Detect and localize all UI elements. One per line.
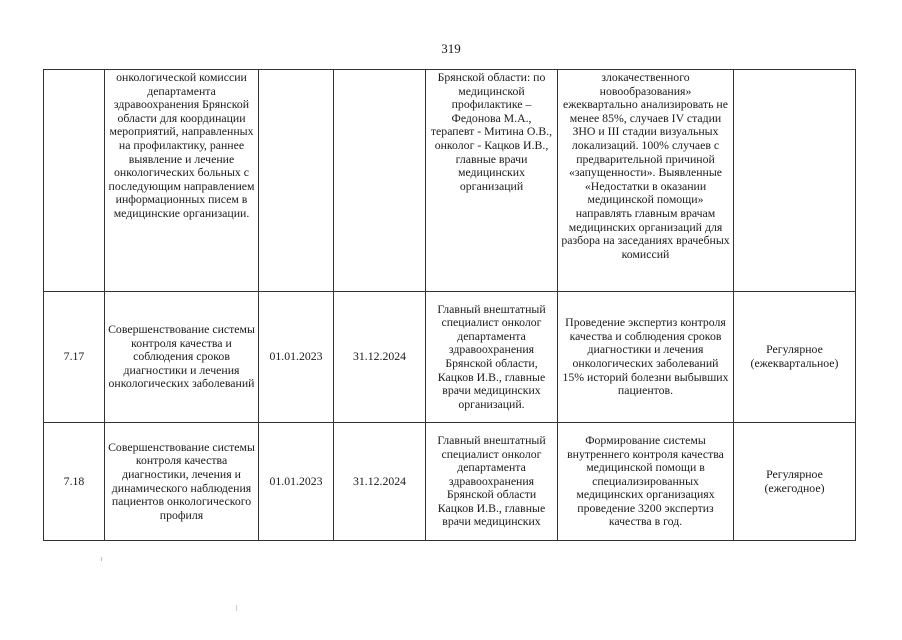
frequency: Регулярное (ежеквартальное) [734, 292, 856, 423]
scan-mark [236, 605, 237, 611]
table-row [44, 423, 856, 541]
measure-description: Совершенствование системы контроля качества диагностики, лечения и динамического наблюдения пациентов онкологического профиля [105, 423, 259, 541]
responsible-persons: Брянской области: по медицинской профилактике – Федонова М.А., терапевт - Митина О.В., онколог - Кацков И.В., главные врачи медицинских организаций [426, 70, 558, 292]
row-number: 7.17 [44, 292, 105, 423]
start-date: 01.01.2023 [259, 292, 334, 423]
row-number: 7.18 [44, 423, 105, 541]
measure-description: онкологической комиссии департамента здравоохранения Брянской области для координации мероприятий, направленных на профилактику, раннее выявление и лечение онкологических больных с последующим направлением информационных писем в медицинские организации. [105, 70, 259, 292]
scan-mark [101, 557, 102, 561]
responsible-persons: Главный внештатный специалист онколог департамента здравоохранения Брянской области Кацков И.В., главные врачи медицинских [426, 423, 558, 541]
row-number [44, 70, 105, 292]
measure-description: Совершенствование системы контроля качества и соблюдения сроков диагностики и лечения онкологических заболеваний [105, 292, 259, 423]
measures-table [43, 69, 856, 541]
page-number: 319 [441, 41, 461, 56]
table-row [44, 292, 856, 423]
end-date [334, 70, 426, 292]
start-date: 01.01.2023 [259, 423, 334, 541]
frequency [734, 70, 856, 292]
start-date [259, 70, 334, 292]
end-date: 31.12.2024 [334, 423, 426, 541]
table-row [44, 70, 856, 292]
responsible-persons: Главный внештатный специалист онколог департамента здравоохранения Брянской области, Кацков И.В., главные врачи медицинских организаций. [426, 292, 558, 423]
expected-result: Формирование системы внутреннего контроля качества медицинской помощи в специализированных медицинских организациях проведение 3200 экспертиз качества в год. [558, 423, 734, 541]
expected-result: злокачественного новообразования» ежеквартально анализировать не менее 85%, случаев IV стадии ЗНО и III стадии визуальных локализаций. 100% случаев с предварительной причиной «запущенности». Выявленные «Недостатки в оказании медицинской помощи» направлять главным врачам медицинских организаций для разбора на заседаниях врачебных комиссий [558, 70, 734, 292]
end-date: 31.12.2024 [334, 292, 426, 423]
expected-result: Проведение экспертиз контроля качества и соблюдения сроков диагностики и лечения онкологических заболеваний 15% историй болезни выбывших пациентов. [558, 292, 734, 423]
frequency: Регулярное (ежегодное) [734, 423, 856, 541]
